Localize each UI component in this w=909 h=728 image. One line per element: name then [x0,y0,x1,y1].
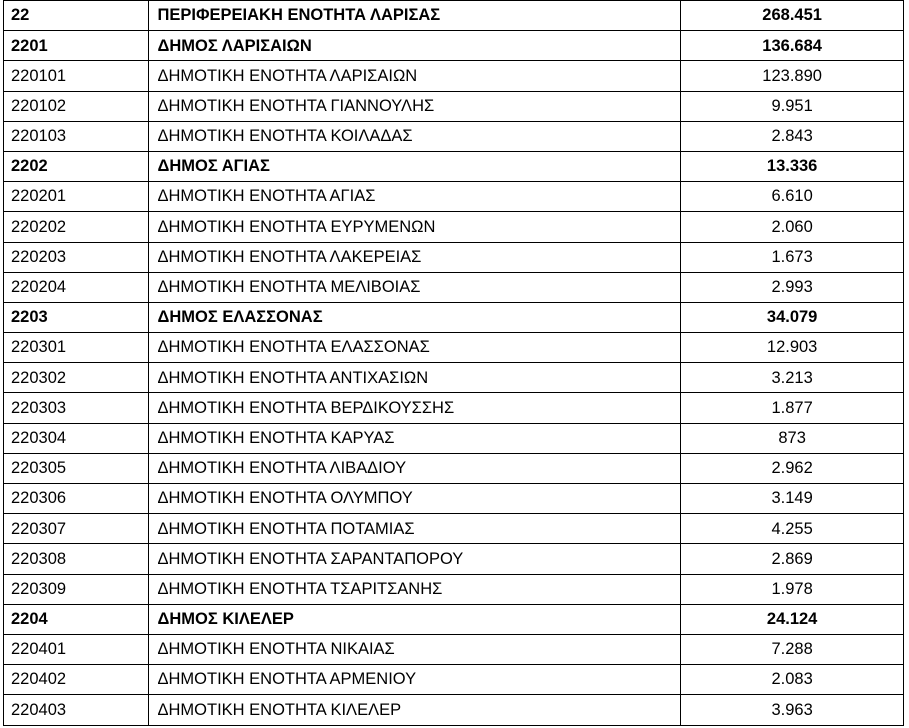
name-cell: ΔΗΜΟΤΙΚΗ ΕΝΟΤΗΤΑ ΚΙΛΕΛΕΡ [149,695,681,725]
table-row [4,453,904,483]
table-row [4,634,904,664]
name-cell: ΔΗΜΟΤΙΚΗ ΕΝΟΤΗΤΑ ΝΙΚΑΙΑΣ [149,634,681,664]
name-cell: ΔΗΜΟΤΙΚΗ ΕΝΟΤΗΤΑ ΚΟΙΛΑΔΑΣ [149,121,681,151]
table-row [4,514,904,544]
population-cell: 7.288 [681,634,904,664]
population-cell: 4.255 [681,514,904,544]
code-cell: 220303 [4,393,149,423]
population-cell: 2.083 [681,665,904,695]
name-cell: ΔΗΜΟΤΙΚΗ ΕΝΟΤΗΤΑ ΑΓΙΑΣ [149,182,681,212]
code-cell: 220201 [4,182,149,212]
population-cell: 1.877 [681,393,904,423]
table-row [4,212,904,242]
table-row [4,242,904,272]
code-cell: 220202 [4,212,149,242]
population-table [3,0,904,726]
population-cell: 3.963 [681,695,904,725]
population-cell: 1.673 [681,242,904,272]
name-cell: ΔΗΜΟΤΙΚΗ ΕΝΟΤΗΤΑ ΑΝΤΙΧΑΣΙΩΝ [149,363,681,393]
code-cell: 220103 [4,121,149,151]
name-cell: ΔΗΜΟΤΙΚΗ ΕΝΟΤΗΤΑ ΠΟΤΑΜΙΑΣ [149,514,681,544]
code-cell: 220204 [4,272,149,302]
code-cell: 2202 [4,151,149,181]
name-cell: ΔΗΜΟΤΙΚΗ ΕΝΟΤΗΤΑ ΑΡΜΕΝΙΟΥ [149,665,681,695]
name-cell: ΔΗΜΟΤΙΚΗ ΕΝΟΤΗΤΑ ΣΑΡΑΝΤΑΠΟΡΟΥ [149,544,681,574]
code-cell: 220203 [4,242,149,272]
code-cell: 220304 [4,423,149,453]
population-cell: 123.890 [681,61,904,91]
name-cell: ΔΗΜΟΣ ΑΓΙΑΣ [149,151,681,181]
table-row [4,695,904,725]
table-row [4,393,904,423]
code-cell: 220101 [4,61,149,91]
name-cell: ΔΗΜΟΤΙΚΗ ΕΝΟΤΗΤΑ ΕΛΑΣΣΟΝΑΣ [149,333,681,363]
table-row [4,1,904,31]
population-cell: 873 [681,423,904,453]
population-cell: 34.079 [681,302,904,332]
code-cell: 220403 [4,695,149,725]
table-row [4,302,904,332]
code-cell: 220307 [4,514,149,544]
table-row [4,544,904,574]
code-cell: 2201 [4,31,149,61]
population-cell: 136.684 [681,31,904,61]
name-cell: ΔΗΜΟΤΙΚΗ ΕΝΟΤΗΤΑ ΒΕΡΔΙΚΟΥΣΣΗΣ [149,393,681,423]
table-row [4,574,904,604]
name-cell: ΔΗΜΟΤΙΚΗ ΕΝΟΤΗΤΑ ΜΕΛΙΒΟΙΑΣ [149,272,681,302]
population-cell: 3.213 [681,363,904,393]
population-cell: 2.962 [681,453,904,483]
name-cell: ΔΗΜΟΤΙΚΗ ΕΝΟΤΗΤΑ ΛΙΒΑΔΙΟΥ [149,453,681,483]
code-cell: 220401 [4,634,149,664]
code-cell: 220302 [4,363,149,393]
population-table-body [4,1,904,726]
name-cell: ΔΗΜΟΤΙΚΗ ΕΝΟΤΗΤΑ ΕΥΡΥΜΕΝΩΝ [149,212,681,242]
table-row [4,363,904,393]
code-cell: 22 [4,1,149,31]
population-cell: 3.149 [681,484,904,514]
code-cell: 220308 [4,544,149,574]
code-cell: 220301 [4,333,149,363]
table-row [4,151,904,181]
table-row [4,31,904,61]
population-cell: 6.610 [681,182,904,212]
population-cell: 9.951 [681,91,904,121]
population-cell: 12.903 [681,333,904,363]
code-cell: 220309 [4,574,149,604]
name-cell: ΔΗΜΟΤΙΚΗ ΕΝΟΤΗΤΑ ΓΙΑΝΝΟΥΛΗΣ [149,91,681,121]
table-row [4,91,904,121]
code-cell: 2203 [4,302,149,332]
table-row [4,484,904,514]
population-cell: 268.451 [681,1,904,31]
table-row [4,61,904,91]
population-cell: 2.993 [681,272,904,302]
name-cell: ΔΗΜΟΤΙΚΗ ΕΝΟΤΗΤΑ ΛΑΚΕΡΕΙΑΣ [149,242,681,272]
population-cell: 24.124 [681,604,904,634]
name-cell: ΔΗΜΟΤΙΚΗ ΕΝΟΤΗΤΑ ΤΣΑΡΙΤΣΑΝΗΣ [149,574,681,604]
population-cell: 2.869 [681,544,904,574]
code-cell: 220306 [4,484,149,514]
code-cell: 220402 [4,665,149,695]
name-cell: ΔΗΜΟΤΙΚΗ ΕΝΟΤΗΤΑ ΚΑΡΥΑΣ [149,423,681,453]
population-cell: 2.060 [681,212,904,242]
name-cell: ΠΕΡΙΦΕΡΕΙΑΚΗ ΕΝΟΤΗΤΑ ΛΑΡΙΣΑΣ [149,1,681,31]
population-cell: 13.336 [681,151,904,181]
table-row [4,665,904,695]
name-cell: ΔΗΜΟΤΙΚΗ ΕΝΟΤΗΤΑ ΟΛΥΜΠΟΥ [149,484,681,514]
name-cell: ΔΗΜΟΣ ΛΑΡΙΣΑΙΩΝ [149,31,681,61]
table-row [4,272,904,302]
code-cell: 2204 [4,604,149,634]
population-cell: 1.978 [681,574,904,604]
code-cell: 220305 [4,453,149,483]
table-row [4,182,904,212]
table-row [4,604,904,634]
table-row [4,423,904,453]
table-row [4,121,904,151]
name-cell: ΔΗΜΟΣ ΕΛΑΣΣΟΝΑΣ [149,302,681,332]
table-row [4,333,904,363]
code-cell: 220102 [4,91,149,121]
name-cell: ΔΗΜΟΤΙΚΗ ΕΝΟΤΗΤΑ ΛΑΡΙΣΑΙΩΝ [149,61,681,91]
name-cell: ΔΗΜΟΣ ΚΙΛΕΛΕΡ [149,604,681,634]
population-cell: 2.843 [681,121,904,151]
